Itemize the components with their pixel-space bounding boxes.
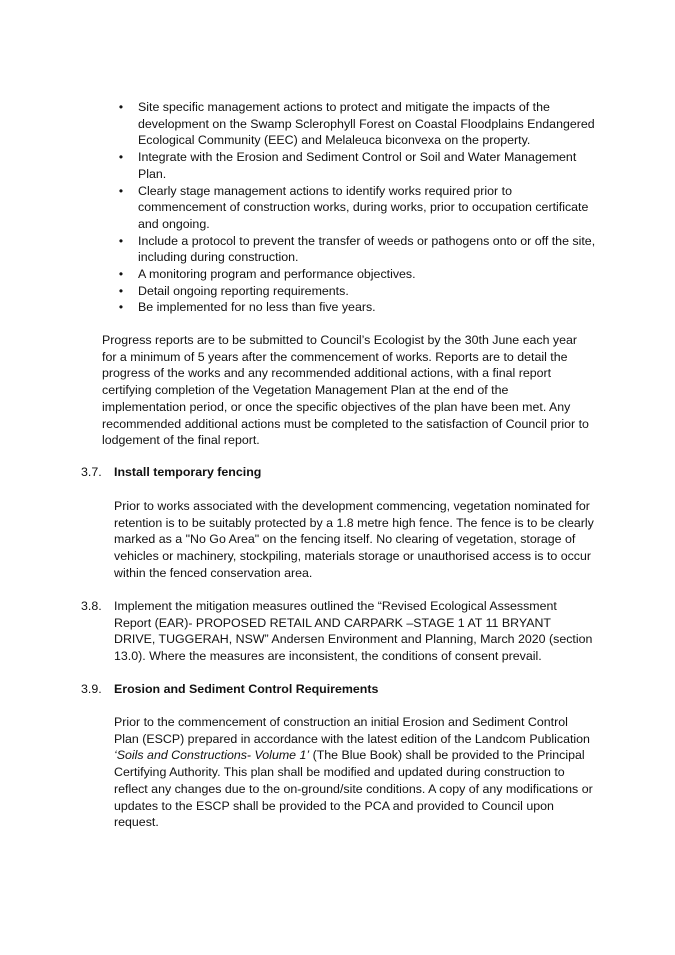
section-3-9-number: 3.9. [81,682,102,696]
bullet-item [116,99,596,149]
bullet-icon: • [118,233,124,248]
bullet-icon: • [118,183,124,198]
bullet-icon: • [118,150,124,165]
section-3-9-text-start: Prior to the commencement of construction an initial Erosion and Sediment Control Plan (ESCP) prepared in accordance with the latest edition of the Landcom Publication [114,715,590,746]
section-3-8-number: 3.8. [81,599,102,613]
bullet-icon: • [118,300,124,315]
publication-title: ‘Soils and Constructions- Volume 1’ [114,748,310,763]
bullet-text: Include a protocol to prevent the transfer of weeds or pathogens onto or off the site, including during construction. [138,233,596,265]
bullet-text: A monitoring program and performance objectives. [138,267,416,282]
bullet-item [116,283,596,300]
section-3-9-heading: Erosion and Sediment Control Requirements [114,682,379,696]
section-3-7-number: 3.7. [81,465,102,479]
bullet-item [116,266,596,283]
bullet-item [116,233,596,266]
requirements-bullet-list [116,99,596,316]
section-3-8-paragraph: Implement the mitigation measures outlined the “Revised Ecological Assessment Report (EAR)- PROPOSED RETAIL AND CARPARK –STAGE 1 AT 11 BRYANT DRIVE, TUGGERAH, NSW” Andersen Environment and Planning, March 2020 (section 13.0). Where the measures are inconsistent, the conditions of consent prevail. [114,599,593,664]
bullet-item [116,149,596,182]
bullet-icon: • [118,283,124,298]
bullet-text: Integrate with the Erosion and Sediment Control or Soil and Water Management Plan. [138,150,577,181]
bullet-text: Be implemented for no less than five years. [138,300,376,315]
bullet-text: Site specific management actions to protect and mitigate the impacts of the development on the Swamp Sclerophyll Forest on Coastal Floodplains Endangered Ecological Community (EEC) and Melaleuca biconvexa on the property. [138,100,595,148]
section-3-9-paragraph [114,714,594,831]
bullet-item [116,183,596,233]
section-3-9-text-end: (The Blue Book) shall be provided to the Principal Certifying Authority. This plan shall be modified and updated during construction to reflect any changes due to the on-ground/site conditions. A copy of any modifications or updates to the ESCP shall be provided to the PCA and provided to Council upon request. [114,748,593,830]
bullet-icon: • [118,100,124,114]
bullet-text: Clearly stage management actions to identify works required prior to commencement of construction works, during works, prior to occupation certificate and ongoing. [138,183,589,231]
bullet-icon: • [118,267,124,282]
progress-reports-paragraph: Progress reports are to be submitted to Council’s Ecologist by the 30th June each year for a minimum of 5 years after the commencement of works. Reports are to detail the progress of the works and any recommended additional actions, with a final report certifying completion of the Vegetation Management Plan at the end of the implementation period, or once the specific objectives of the plan have been met. Any recommended additional actions must be completed to the satisfaction of Council prior to lodgement of the final report. [102,333,589,448]
section-3-7-heading: Install temporary fencing [114,465,262,479]
bullet-text: Detail ongoing reporting requirements. [138,283,349,298]
bullet-item [116,299,596,316]
section-3-7-paragraph: Prior to works associated with the development commencing, vegetation nominated for retention is to be suitably protected by a 1.8 metre high fence. The fence is to be clearly marked as a "No Go Area" on the fencing itself. No clearing of vegetation, storage of vehicles or machinery, stockpiling, materials storage or unauthorised access is to occur within the fenced conservation area. [114,499,594,580]
